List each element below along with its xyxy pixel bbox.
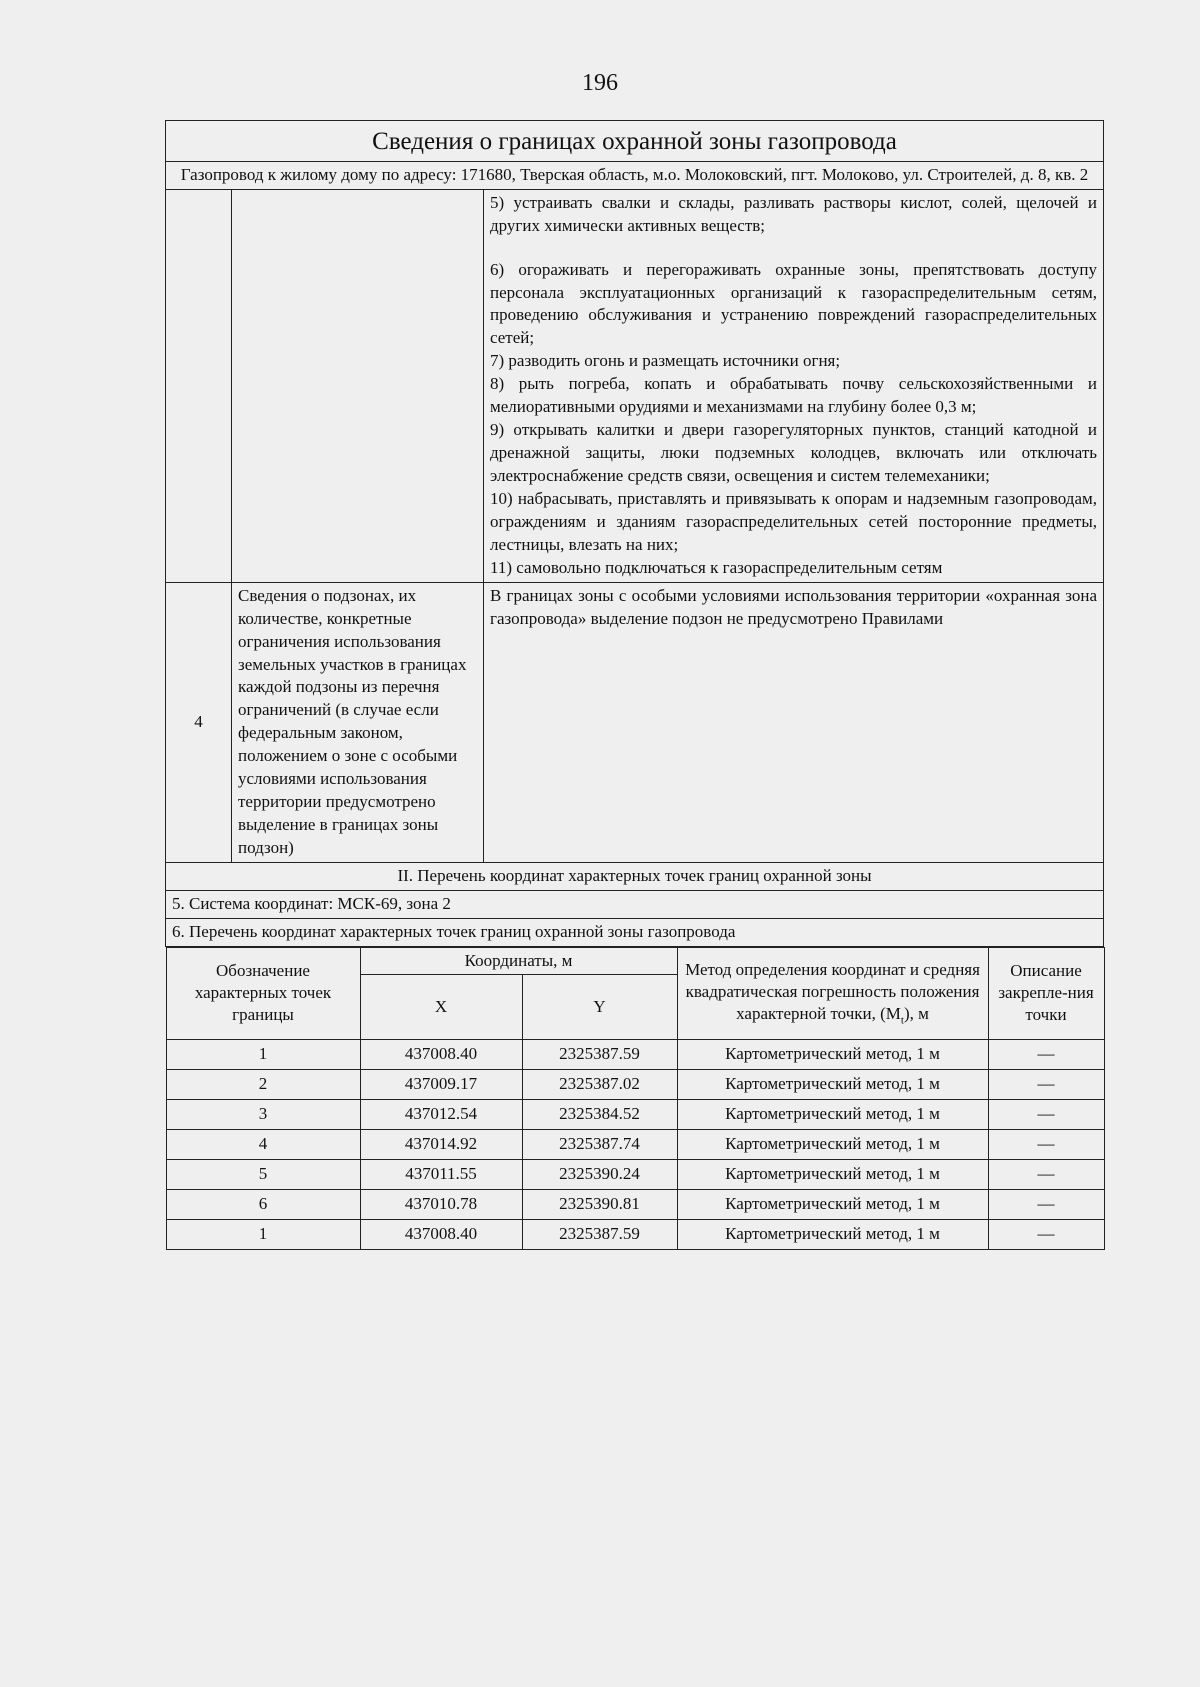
x-cell: 437010.78 bbox=[360, 1189, 522, 1219]
y-cell: 2325390.24 bbox=[522, 1159, 677, 1189]
method-cell: Картометрический метод, 1 м bbox=[677, 1039, 988, 1069]
page-number: 196 bbox=[582, 70, 618, 96]
table-row bbox=[166, 1219, 1104, 1249]
subzones-row bbox=[166, 582, 1104, 862]
description-cell: — bbox=[988, 1129, 1104, 1159]
table-row bbox=[166, 1039, 1104, 1069]
row-number: 4 bbox=[166, 582, 232, 862]
col-header-point: Обозначение характерных точек границы bbox=[166, 947, 360, 1039]
restrictions-list bbox=[484, 189, 1104, 582]
coordinates-table bbox=[166, 947, 1105, 1250]
method-cell: Картометрический метод, 1 м bbox=[677, 1099, 988, 1129]
x-cell: 437014.92 bbox=[360, 1129, 522, 1159]
description-cell: — bbox=[988, 1189, 1104, 1219]
col-header-coords: Координаты, м bbox=[360, 947, 677, 974]
restriction-item: 11) самовольно подключаться к газораспределительным сетям bbox=[490, 557, 943, 577]
y-cell: 2325387.59 bbox=[522, 1039, 677, 1069]
table-row bbox=[166, 1189, 1104, 1219]
restriction-item: 7) разводить огонь и размещать источники огня; bbox=[490, 351, 841, 371]
y-cell: 2325384.52 bbox=[522, 1099, 677, 1129]
method-cell: Картометрический метод, 1 м bbox=[677, 1129, 988, 1159]
document-title: Сведения о границах охранной зоны газопровода bbox=[166, 121, 1104, 162]
method-cell: Картометрический метод, 1 м bbox=[677, 1159, 988, 1189]
y-cell: 2325387.74 bbox=[522, 1129, 677, 1159]
y-cell: 2325390.81 bbox=[522, 1189, 677, 1219]
method-cell: Картометрический метод, 1 м bbox=[677, 1069, 988, 1099]
point-cell: 1 bbox=[166, 1039, 360, 1069]
x-cell: 437008.40 bbox=[360, 1039, 522, 1069]
table-row bbox=[166, 1129, 1104, 1159]
table-row bbox=[166, 1159, 1104, 1189]
point-cell: 3 bbox=[166, 1099, 360, 1129]
description-cell: — bbox=[988, 1039, 1104, 1069]
method-cell: Картометрический метод, 1 м bbox=[677, 1189, 988, 1219]
section-2-title: II. Перечень координат характерных точек границ охранной зоны bbox=[166, 862, 1104, 890]
coordinate-list-title: 6. Перечень координат характерных точек границ охранной зоны газопровода bbox=[166, 918, 1104, 946]
restriction-item: 6) огораживать и перегораживать охранные зоны, препятствовать доступу персонала эксплуатационных организаций к газораспределительным сетям, проведению обслуживания и устранению повреждений газораспределительных сетей; bbox=[490, 259, 1098, 348]
restriction-item: 5) устраивать свалки и склады, разливать растворы кислот, солей, щелочей и других химически активных веществ; bbox=[490, 192, 1098, 235]
description-cell: — bbox=[988, 1159, 1104, 1189]
subzones-label: Сведения о подзонах, их количестве, конкретные ограничения использования земельных участков в границах каждой подзоны из перечня ограничений (в случае если федеральным законом, положением о зоне с особыми условиями использования территории предусмотрено выделение в границах зоны подзон) bbox=[232, 582, 484, 862]
restrictions-number-cell bbox=[166, 189, 232, 582]
x-cell: 437008.40 bbox=[360, 1219, 522, 1249]
x-cell: 437012.54 bbox=[360, 1099, 522, 1129]
method-cell: Картометрический метод, 1 м bbox=[677, 1219, 988, 1249]
y-cell: 2325387.59 bbox=[522, 1219, 677, 1249]
subzones-value: В границах зоны с особыми условиями использования территории «охранная зона газопровода» выделение подзон не предусмотрено Правилами bbox=[484, 582, 1104, 862]
point-cell: 2 bbox=[166, 1069, 360, 1099]
coordinate-system: 5. Система координат: МСК-69, зона 2 bbox=[166, 890, 1104, 918]
description-cell: — bbox=[988, 1099, 1104, 1129]
col-header-description: Описание закрепле-ния точки bbox=[988, 947, 1104, 1039]
x-cell: 437011.55 bbox=[360, 1159, 522, 1189]
zone-info-table bbox=[165, 120, 1104, 1250]
restriction-item: 8) рыть погреба, копать и обрабатывать почву сельскохозяйственными и мелиоративными орудиями и механизмами на глубину более 0,3 м; bbox=[490, 374, 1098, 417]
description-cell: — bbox=[988, 1219, 1104, 1249]
document-subtitle: Газопровод к жилому дому по адресу: 171680, Тверская область, м.о. Молоковский, пгт. Молоково, ул. Строителей, д. 8, кв. 2 bbox=[166, 161, 1104, 189]
table-row bbox=[166, 1069, 1104, 1099]
restriction-item: 9) открывать калитки и двери газорегуляторных пунктов, станций катодной и дренажной защиты, люки подземных колодцев, включать или отключать электроснабжение средств связи, освещения и систем телемеханики; bbox=[490, 420, 1098, 485]
restrictions-label-cell bbox=[232, 189, 484, 582]
col-header-x: X bbox=[360, 974, 522, 1039]
col-header-method: Метод определения координат и средняя квадратическая погрешность положения характерной точки, $(M_t)$, м bbox=[677, 947, 988, 1039]
restriction-item: 10) набрасывать, приставлять и привязывать к опорам и надземным газопроводам, ограждениям и зданиям газораспределительных сетей посторонние предметы, лестницы, влезать на них; bbox=[490, 488, 1098, 554]
restrictions-row bbox=[166, 189, 1104, 582]
description-cell: — bbox=[988, 1069, 1104, 1099]
col-header-y: Y bbox=[522, 974, 677, 1039]
point-cell: 5 bbox=[166, 1159, 360, 1189]
x-cell: 437009.17 bbox=[360, 1069, 522, 1099]
point-cell: 6 bbox=[166, 1189, 360, 1219]
point-cell: 4 bbox=[166, 1129, 360, 1159]
y-cell: 2325387.02 bbox=[522, 1069, 677, 1099]
point-cell: 1 bbox=[166, 1219, 360, 1249]
table-row bbox=[166, 1099, 1104, 1129]
